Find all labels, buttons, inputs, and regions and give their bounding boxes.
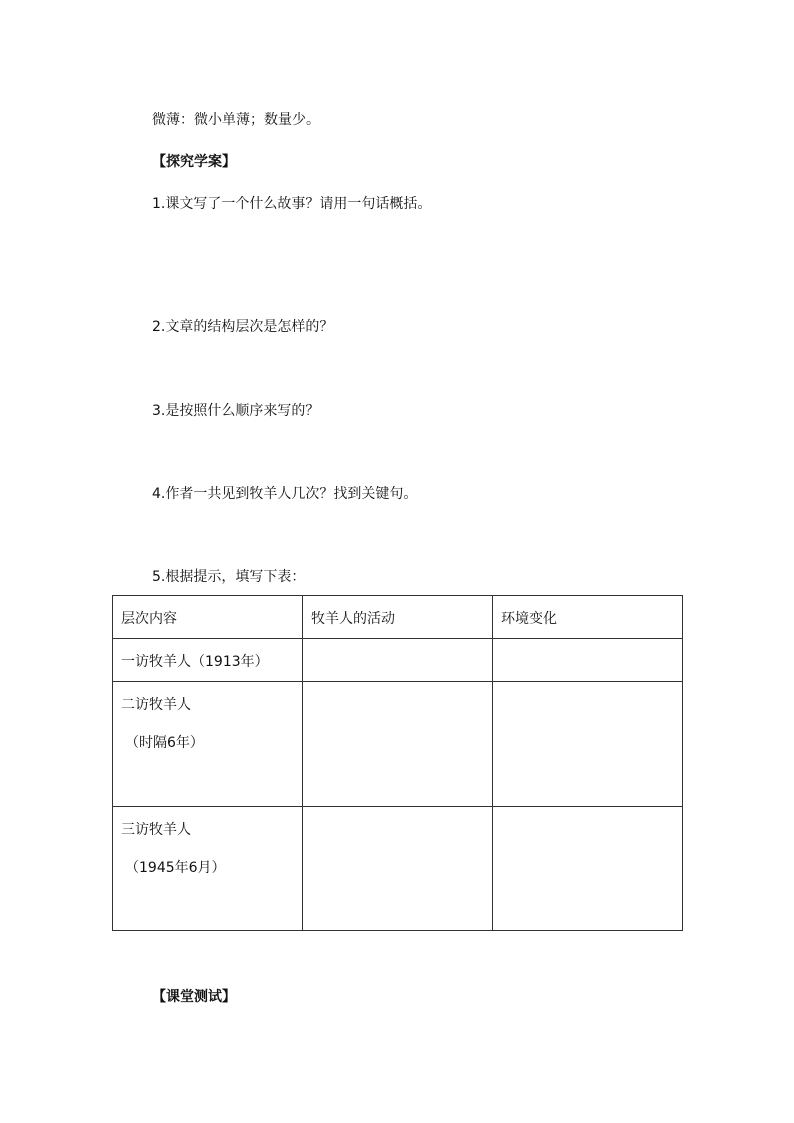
row-label-cell bbox=[113, 807, 303, 931]
row-sublabel: （时隔6年） bbox=[125, 735, 204, 751]
environment-answer-cell[interactable] bbox=[493, 682, 683, 807]
environment-answer-cell[interactable] bbox=[493, 807, 683, 931]
question-2: 2.文章的结构层次是怎样的？ bbox=[152, 319, 334, 335]
header-label-environment: 环境变化 bbox=[501, 611, 557, 627]
row-sublabel: （1945年6月） bbox=[125, 860, 226, 876]
row-label: 一访牧羊人（1913年） bbox=[121, 654, 269, 670]
section-title-explore: 【探究学案】 bbox=[152, 154, 236, 170]
definition-line: 微薄：微小单薄；数量少。 bbox=[152, 112, 320, 128]
question-4: 4.作者一共见到牧羊人几次？找到关键句。 bbox=[152, 486, 418, 502]
row-label: 三访牧羊人 bbox=[121, 822, 191, 838]
activity-answer-cell[interactable] bbox=[303, 807, 493, 931]
table-header-row bbox=[113, 596, 683, 639]
activity-answer-cell[interactable] bbox=[303, 639, 493, 682]
header-cell-environment bbox=[493, 596, 683, 639]
environment-answer-cell[interactable] bbox=[493, 639, 683, 682]
table-row bbox=[113, 639, 683, 682]
table-row bbox=[113, 807, 683, 931]
question-1: 1.课文写了一个什么故事？请用一句话概括。 bbox=[152, 196, 432, 212]
question-3: 3.是按照什么顺序来写的？ bbox=[152, 403, 320, 419]
activity-answer bbox=[311, 639, 492, 653]
header-cell-level bbox=[113, 596, 303, 639]
header-label-activity: 牧羊人的活动 bbox=[311, 611, 395, 627]
row-label-cell bbox=[113, 682, 303, 807]
header-label-level: 层次内容 bbox=[121, 611, 177, 627]
header-cell-activity bbox=[303, 596, 493, 639]
section-title-test: 【课堂测试】 bbox=[152, 989, 236, 1005]
question-5: 5.根据提示，填写下表： bbox=[152, 569, 306, 585]
environment-answer bbox=[501, 639, 682, 653]
activity-answer-cell[interactable] bbox=[303, 682, 493, 807]
fill-in-table bbox=[112, 595, 683, 931]
row-label: 二访牧羊人 bbox=[121, 697, 191, 713]
table-row bbox=[113, 682, 683, 807]
row-label-cell bbox=[113, 639, 303, 682]
